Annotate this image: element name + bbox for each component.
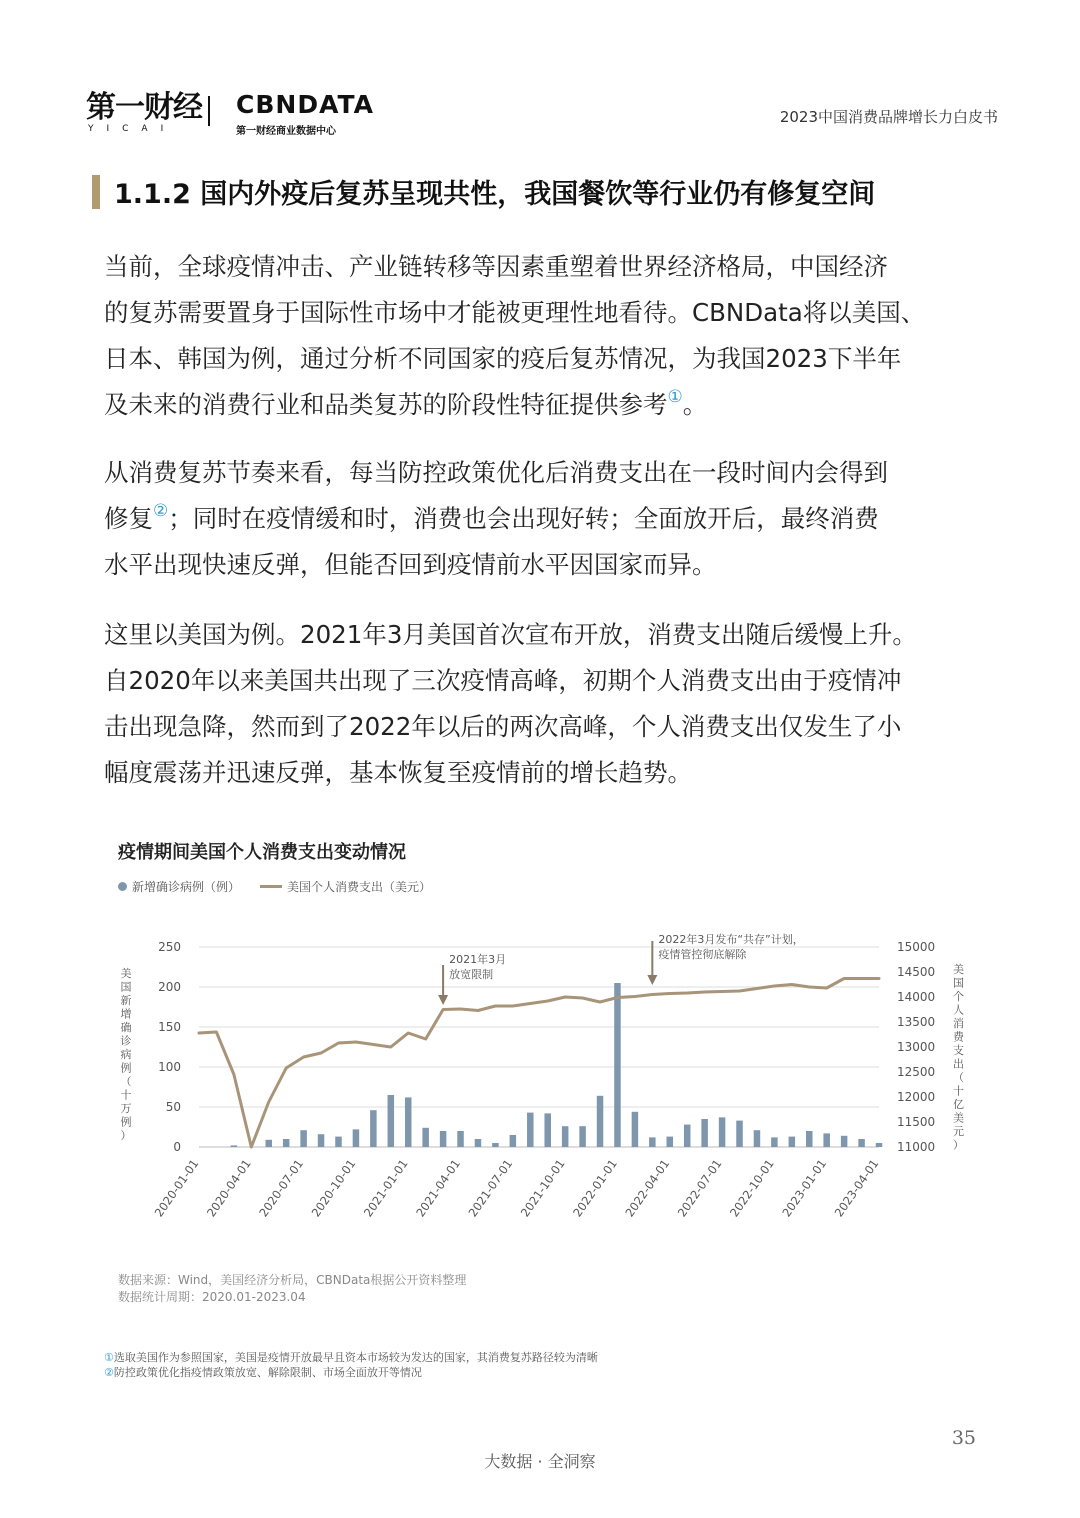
y-left-axis-label-char: 确 (120, 1021, 132, 1034)
bar-new-cases (876, 1143, 883, 1147)
y-left-axis-label-char: 增 (120, 1007, 132, 1021)
y-left-axis-label-char: 国 (120, 980, 132, 994)
annotation-arrow-head (438, 995, 448, 1005)
bar-new-cases (789, 1137, 796, 1147)
cbndata-logo-text: CBNDATA (236, 90, 374, 119)
annotation-text: 放宽限制 (449, 968, 494, 981)
annotation-arrow-head (647, 975, 657, 985)
footnotes (104, 1350, 598, 1380)
source-line: 数据来源：Wind，美国经济分析局，CBNData根据公开资料整理 (118, 1273, 467, 1287)
yicai-logo-text: 第一财经 (86, 90, 202, 125)
x-tick-label: 2020-10-01 (308, 1156, 359, 1220)
bar-new-cases (806, 1131, 813, 1147)
y-left-axis-label-char: 诊 (120, 1034, 132, 1048)
legend-spending-label: 美国个人消费支出（美元） (287, 880, 432, 894)
footnote-1-number: ① (104, 1351, 114, 1364)
x-tick-label: 2020-04-01 (203, 1156, 254, 1220)
legend-cases-marker (118, 882, 127, 891)
y-right-axis-label-char: 元 (953, 1125, 964, 1138)
y-right-tick-label: 15000 (897, 940, 936, 954)
paragraph-line: 水平出现快速反弹，但能否回到疫情前水平因国家而异。 (104, 550, 717, 579)
paragraph-line: 当前，全球疫情冲击、产业链转移等因素重塑着世界经济格局，中国经济 (104, 252, 888, 281)
y-left-tick-label: 0 (173, 1140, 181, 1154)
y-right-axis-label-char: （ (953, 1071, 964, 1084)
page-number: 35 (951, 1427, 976, 1449)
y-right-axis-label-char: 十 (953, 1084, 964, 1098)
section-heading (92, 172, 875, 211)
cbndata-logo-subtext: 第一财经商业数据中心 (236, 126, 336, 137)
chart-legend (118, 878, 431, 895)
paragraph-text: 。 (682, 390, 708, 419)
y-right-tick-label: 11000 (897, 1140, 936, 1154)
bar-new-cases (510, 1135, 517, 1147)
y-left-tick-label: 250 (158, 940, 181, 954)
y-left-tick-label: 150 (158, 1020, 181, 1034)
y-left-tick-label: 200 (158, 980, 181, 994)
y-right-axis-label-char: 亿 (953, 1098, 964, 1111)
footnote-2-number: ② (104, 1366, 114, 1379)
bar-new-cases (265, 1140, 272, 1147)
y-left-axis-label-char: 十 (120, 1088, 132, 1102)
chart-title: 疫情期间美国个人消费支出变动情况 (118, 842, 406, 863)
bar-new-cases (597, 1096, 604, 1147)
annotation-text: 疫情管控彻底解除 (658, 948, 747, 961)
y-right-axis-label-char: 支 (953, 1044, 964, 1057)
legend-spending-marker (260, 885, 282, 888)
bar-new-cases (771, 1137, 778, 1147)
bar-new-cases (318, 1134, 325, 1147)
x-tick-label: 2021-04-01 (413, 1156, 463, 1220)
paragraph-text: 修复 (104, 504, 153, 533)
annotation-text: 2022年3月发布“共存”计划， (658, 933, 804, 946)
annotation-text: 2021年3月 (449, 953, 507, 966)
y-right-axis-label-char: 美 (953, 963, 964, 976)
bar-new-cases (475, 1139, 482, 1147)
paragraph-text: ；同时在疫情缓和时，消费也会出现好转；全面放开后，最终消费 (168, 504, 879, 533)
y-right-tick-label: 12500 (897, 1065, 936, 1079)
bar-new-cases (388, 1095, 395, 1147)
bar-new-cases (492, 1143, 499, 1147)
data-source (118, 1272, 466, 1306)
y-left-tick-label: 100 (158, 1060, 181, 1074)
x-tick-label: 2021-10-01 (517, 1156, 568, 1220)
paragraph-line (104, 382, 994, 428)
consumption-chart (104, 915, 964, 1255)
bar-new-cases (544, 1113, 551, 1147)
bar-new-cases (562, 1126, 569, 1147)
paragraph-line: 这里以美国为例。2021年3月美国首次宣布开放，消费支出随后缓慢上升。 (104, 620, 917, 649)
x-tick-label: 2022-10-01 (727, 1156, 777, 1220)
x-tick-label: 2022-04-01 (622, 1156, 673, 1220)
heading-accent-bar (92, 175, 100, 209)
bar-new-cases (719, 1117, 726, 1147)
y-right-axis-label-char: 出 (953, 1057, 964, 1071)
bar-new-cases (858, 1139, 865, 1147)
footer-slogan: 大数据 · 全洞察 (484, 1452, 596, 1471)
x-tick-label: 2023-04-01 (831, 1156, 882, 1220)
footnote-ref-2[interactable]: ② (153, 501, 169, 521)
footnote-1-text: 选取美国作为参照国家，美国是疫情开放最早且资本市场较为发达的国家，其消费复苏路径较为清晰 (113, 1351, 598, 1364)
paragraph-line: 从消费复苏节奏来看，每当防控政策优化后消费支出在一段时间内会得到 (104, 458, 888, 487)
paragraph-1 (104, 244, 994, 428)
footnote-1 (104, 1350, 598, 1365)
bar-new-cases (579, 1126, 586, 1147)
section-heading-text: 1.1.2 国内外疫后复苏呈现共性，我国餐饮等行业仍有修复空间 (114, 179, 876, 210)
x-tick-label: 2020-07-01 (256, 1156, 307, 1220)
bar-new-cases (335, 1137, 342, 1147)
footnote-ref-1[interactable]: ① (667, 387, 683, 407)
footnote-2 (104, 1365, 598, 1380)
legend-cases-label: 新增确诊病例（例） (132, 880, 241, 894)
paragraph-line: 日本、韩国为例，通过分析不同国家的疫后复苏情况，为我国2023下半年 (104, 344, 902, 373)
y-left-tick-label: 50 (165, 1100, 181, 1114)
x-tick-label: 2023-01-01 (779, 1156, 830, 1220)
paragraph-line: 击出现急降，然而到了2022年以后的两次高峰，个人消费支出仅发生了小 (104, 712, 902, 741)
bar-new-cases (684, 1125, 691, 1147)
y-right-axis-label-char: 国 (953, 976, 964, 990)
y-left-axis-label-char: 例 (120, 1061, 132, 1075)
period-line: 数据统计周期：2020.01-2023.04 (118, 1290, 306, 1304)
y-right-axis-label-char: 个 (953, 990, 964, 1003)
y-left-axis-label-char: 例 (120, 1115, 132, 1129)
paragraph-text: 及未来的消费行业和品类复苏的阶段性特征提供参考 (104, 390, 668, 419)
logo-divider (208, 96, 210, 126)
bar-new-cases (823, 1133, 830, 1147)
bar-new-cases (231, 1145, 238, 1147)
x-tick-label: 2020-01-01 (151, 1156, 202, 1220)
y-right-axis-label-char: 美 (953, 1111, 964, 1125)
brand-logo (86, 90, 374, 138)
y-right-axis-label-char: 消 (953, 1017, 964, 1030)
paragraph-line: 自2020年以来美国共出现了三次疫情高峰，初期个人消费支出由于疫情冲 (104, 666, 902, 695)
y-right-tick-label: 12000 (897, 1090, 936, 1104)
paragraph-3 (104, 612, 994, 796)
bar-new-cases (422, 1128, 429, 1147)
yicai-logo-subtext: YICAI (88, 124, 177, 134)
y-left-axis-label-char: 美 (120, 967, 132, 980)
bar-new-cases (614, 983, 621, 1147)
page-header (0, 0, 1080, 150)
x-tick-label: 2021-01-01 (360, 1156, 411, 1220)
bar-new-cases (754, 1130, 761, 1147)
bar-new-cases (457, 1131, 464, 1147)
line-consumer-spending (199, 979, 879, 1148)
y-left-axis-label-char: （ (120, 1075, 132, 1088)
x-tick-label: 2022-01-01 (570, 1156, 620, 1220)
y-left-axis-label-char: ） (120, 1129, 132, 1142)
y-left-axis-label-char: 新 (120, 994, 132, 1007)
footnote-2-text: 防控政策优化指疫情政策放宽、解除限制、市场全面放开等情况 (113, 1366, 422, 1379)
paragraph-line: 幅度震荡并迅速反弹，基本恢复至疫情前的增长趋势。 (104, 758, 692, 787)
bar-new-cases (667, 1137, 674, 1147)
bar-new-cases (353, 1129, 360, 1147)
report-title: 2023中国消费品牌增长力白皮书 (779, 108, 998, 126)
y-right-axis-label-char: 费 (953, 1030, 964, 1044)
y-right-tick-label: 13000 (897, 1040, 936, 1054)
bar-new-cases (736, 1121, 743, 1147)
paragraph-2 (104, 450, 994, 588)
y-right-axis-label-char: 人 (953, 1003, 964, 1017)
x-tick-label: 2021-07-01 (465, 1156, 516, 1220)
y-right-tick-label: 14000 (897, 990, 936, 1004)
bar-new-cases (405, 1097, 412, 1147)
paragraph-line: 的复苏需要置身于国际性市场中才能被更理性地看待。CBNData将以美国、 (104, 298, 926, 327)
bar-new-cases (649, 1137, 656, 1147)
y-right-tick-label: 13500 (897, 1015, 936, 1029)
x-tick-label: 2022-07-01 (674, 1156, 725, 1220)
bar-new-cases (300, 1130, 307, 1147)
bar-new-cases (841, 1136, 848, 1147)
bar-new-cases (632, 1112, 639, 1147)
y-right-axis-label-char: ） (953, 1138, 964, 1152)
y-right-tick-label: 11500 (897, 1115, 936, 1129)
bar-new-cases (701, 1119, 708, 1147)
paragraph-line (104, 496, 994, 542)
bar-new-cases (527, 1113, 534, 1147)
bar-new-cases (440, 1131, 447, 1147)
bar-new-cases (370, 1110, 377, 1147)
y-left-axis-label-char: 病 (120, 1048, 132, 1061)
y-right-tick-label: 14500 (897, 965, 936, 979)
bar-new-cases (283, 1139, 290, 1147)
y-left-axis-label-char: 万 (120, 1102, 132, 1115)
